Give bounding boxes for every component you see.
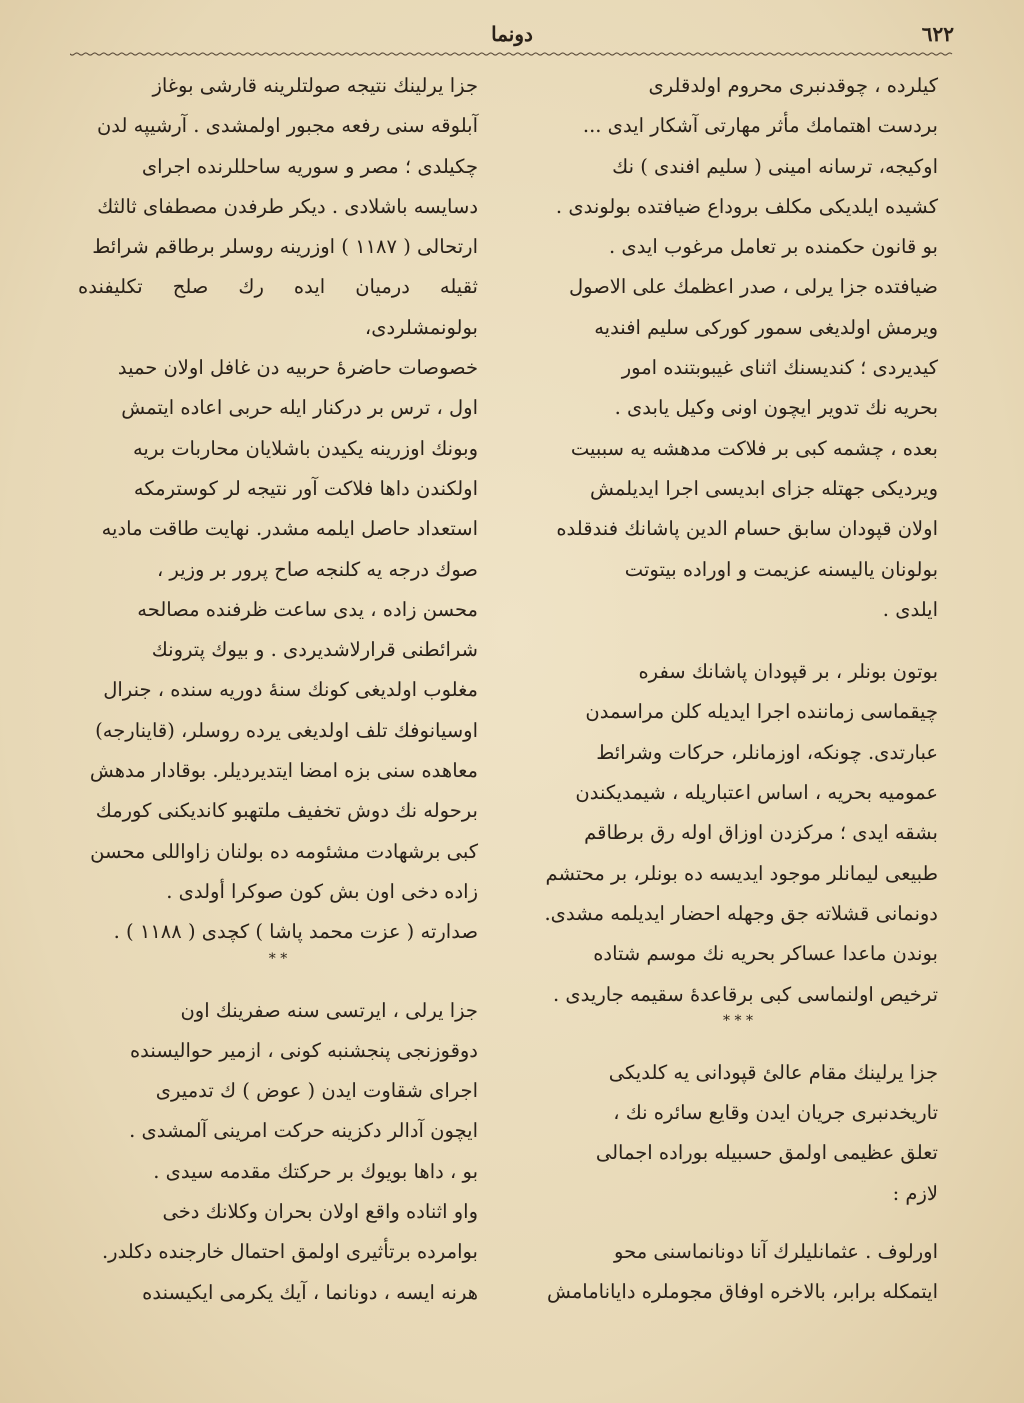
page-header: [70, 22, 954, 48]
text-line: بولونان ياليسنه عزيمت و اوراده بيتوتت: [624, 557, 938, 581]
text-line: بو قانون حكمنده بر تعامل مرغوب ايدى .: [609, 235, 938, 259]
text-line: دونمانى قشلاته جق وجهله احضار ايديلمه مشدى.: [544, 901, 938, 925]
section-separator: * *: [268, 950, 288, 967]
text-line: اول ، ترس بر دركنار ايله حربى اعاده ايتمش: [121, 396, 478, 420]
left-column: [78, 66, 478, 1313]
text-line: بعده ، چشمه كبى بر فلاكت مدهشه يه سببيت: [570, 436, 938, 460]
text-line: ويرديكى جهتله جزاى ابديسى اجرا ايديلمش: [590, 476, 938, 500]
header-rule: [70, 50, 954, 58]
paragraph-5: [538, 1232, 938, 1313]
text-line: اوسيانوفك تلف اولديغى يرده روسلر، (قاينارجه): [95, 718, 478, 742]
paragraph-1: [538, 66, 938, 147]
text-line: ويرمش اولديغى سمور كوركى سليم افنديه: [594, 315, 938, 339]
text-line: تاريخدنبرى جريان ايدن وقايع سائره نك ،: [613, 1101, 938, 1125]
text-line: كيديردى ؛ كنديسنك اثناى غيبوبتنده امور: [621, 356, 938, 380]
paragraph-2: [538, 147, 938, 631]
text-line: بوامرده برتأثيرى اولمق احتمال خارجنده دكلدر.: [101, 1240, 478, 1264]
paragraph-4: [538, 1053, 938, 1214]
text-line: مغلوب اولديغى كونك سنۀ دوريه سنده ، جنرال: [103, 678, 478, 702]
text-line: ثقيله درميان ايده رك صلح تكليفنده بولونمشلردى،: [78, 275, 478, 339]
text-line: چيقماسى زماننده اجرا ايديله كلن مراسمدن: [585, 700, 938, 724]
text-line: جزا يرلينك مقام عالئ قپودانى يه كلديكى: [608, 1060, 938, 1084]
text-line: صوك درجه يه كلنجه صاح پرور بر وزير ،: [156, 557, 478, 581]
text-line: دسايسه باشلادى . ديكر طرفدن مصطفاى ثالثك: [97, 194, 478, 218]
text-line: اولكندن داها فلاكت آور نتيجه لر كوسترمكه: [133, 476, 478, 500]
text-line: تعلق عظيمى اولمق حسبيله بوراده اجمالى: [595, 1141, 938, 1165]
text-line: ضيافتده جزا يرلى ، صدر اعظمك على الاصول: [569, 275, 938, 299]
text-line: بو ، داها بويوك بر حركتك مقدمه سيدى .: [153, 1159, 478, 1183]
text-line: برحوله نك دوش تخفيف ملتهبو كانديكنى كورمك: [95, 799, 478, 823]
text-line: كشيده ايلديكى مكلف بروداع ضيافتده بولوندى .: [555, 194, 938, 218]
text-line: آبلوقه سنى رفعه مجبور اولمشدى . آرشيپه لدن: [96, 114, 478, 138]
text-line: اورلوف . عثمانليلرك آنا دونانماسنى محو: [614, 1240, 938, 1264]
text-line: معاهده سنى بزه امضا ايتديرديلر. بوقادار مدهش: [89, 759, 478, 783]
right-column: [538, 66, 938, 1313]
text-line: ايچون آدالر دكزينه حركت امرينى آلمشدى .: [129, 1119, 478, 1143]
text-line: محسن زاده ، يدى ساعت ظرفنده مصالحه: [137, 597, 478, 621]
text-line: ترخيص اولنماسى كبى برقاعدۀ سقيمه جاريدى .: [553, 982, 938, 1006]
text-line: استعداد حاصل ايلمه مشدر. نهايت طاقت ماديه: [101, 517, 478, 541]
paragraph-3: [538, 652, 938, 1015]
text-line: بردست اهتمامك مأثر مهارتى آشكار ايدى ...: [582, 114, 938, 138]
text-line: اوكيجه، ترسانه امينى ( سليم افندى ) نك: [612, 154, 938, 178]
text-line: عبارتدى. چونكه، اوزمانلر، حركات وشرائط: [596, 740, 938, 764]
text-line: واو اثناده واقع اولان بحران وكلانك دخى: [162, 1200, 478, 1224]
text-line: ايلدى .: [882, 597, 938, 621]
text-line: جزا يرلى ، ايرتسى سنه صفرينك اون: [180, 998, 478, 1022]
text-line: چكيلدى ؛ مصر و سوريه ساحللرنده اجراى: [141, 154, 478, 178]
running-title: دونما: [491, 22, 533, 46]
text-line: طبيعى ليمانلر موجود ايديسه ده بونلر، بر محتشم: [545, 861, 938, 885]
text-line: عموميه بحريه ، اساس اعتباريله ، شيمديكندن: [575, 781, 938, 805]
text-line: لازم :: [892, 1181, 938, 1205]
page-number: ٦٢٢: [921, 22, 954, 46]
text-line: ايتمكله برابر، بالاخره اوفاق مجوملره دايانامامش: [546, 1280, 938, 1304]
text-line: وبونك اوزرينه يكيدن باشلايان محاربات بريه: [132, 436, 478, 460]
text-line: كبى برشهادت مشئومه ده بولنان زاواللى محسن: [90, 839, 478, 863]
text-line: شرائطنى قرارلاشديردى . و بيوك پترونك: [151, 638, 478, 662]
text-line: كيلرده ، چوقدنبرى محروم اولدقلرى: [648, 74, 938, 97]
text-line: جزا يرلينك نتيجه صولتلرينه قارشى بوغاز: [152, 74, 478, 97]
text-line: زاده دخى اون بش كون صوكرا أولدى .: [166, 879, 478, 903]
text-line: ارتحالى ( ١١٨٧ ) اوزرينه روسلر برطاقم شرائط: [92, 235, 478, 259]
text-line: خصوصات حاضرۀ حربيه دن غافل اولان حميد: [117, 356, 478, 380]
text-line: اجراى شقاوت ايدن ( عوض ) ك تدميرى: [155, 1079, 478, 1103]
paragraph-1: [78, 66, 478, 953]
text-line: اولان قپودان سابق حسام الدين پاشانك فندقلده: [556, 517, 938, 541]
text-line: بوندن ماعدا عساكر بحريه نك موسم شتاده: [593, 942, 938, 966]
text-line: دوقوزنجى پنجشنبه كونى ، ازمير حواليسنده: [129, 1038, 478, 1062]
text-line: بوتون بونلر ، بر قپودان پاشانك سفره: [638, 660, 938, 684]
section-separator: * * *: [723, 1012, 753, 1029]
text-line: بشقه ايدى ؛ مركزدن اوزاق اوله رق برطاقم: [584, 821, 938, 845]
paragraph-2: [78, 991, 478, 1313]
text-line: بحريه نك تدوير ايچون اونى وكيل يابدى .: [614, 396, 938, 420]
text-line: هرنه ايسه ، دونانما ، آيك يكرمى ايكيسنده: [142, 1280, 478, 1304]
text-line: صدارته ( عزت محمد پاشا ) كچدى ( ١١٨٨ ) .: [113, 920, 478, 944]
